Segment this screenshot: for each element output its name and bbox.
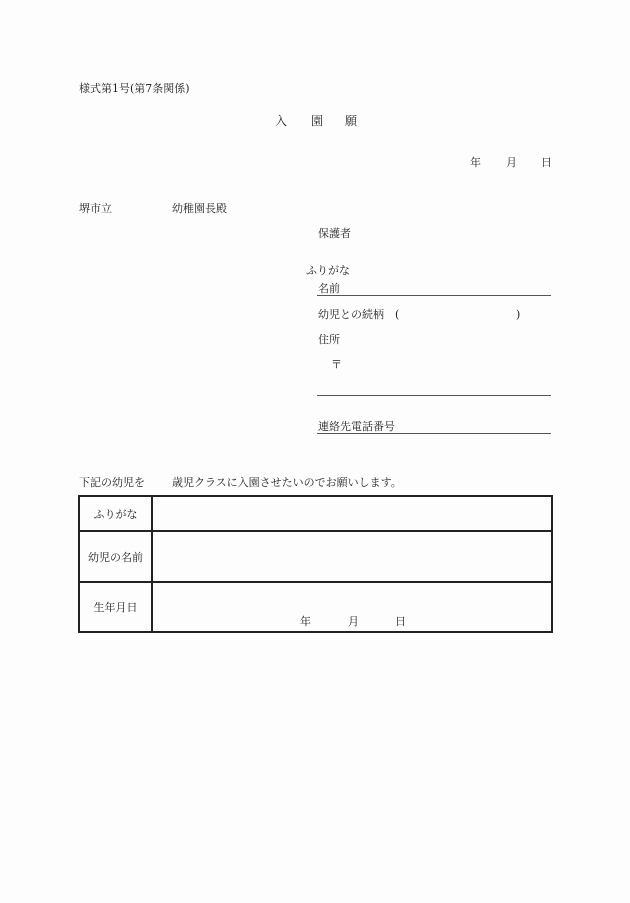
relationship-open-paren: ( (395, 308, 400, 321)
postal-mark: 〒 (331, 358, 342, 371)
table-row-dob (79, 582, 552, 632)
date-year-label: 年 (470, 156, 481, 169)
title-char-2: 園 (311, 114, 324, 128)
phone-field[interactable] (317, 433, 551, 434)
child-dob-field[interactable] (152, 582, 552, 632)
address-label: 住所 (318, 333, 340, 346)
dob-day-label: 日 (395, 615, 406, 628)
child-info-table (78, 495, 553, 633)
guardian-label: 保護者 (318, 227, 351, 240)
relationship-label: 幼児との続柄 (318, 308, 384, 321)
guardian-furigana-label[interactable]: ふりがな (306, 264, 350, 277)
child-name-label: 幼児の名前 (79, 531, 152, 582)
table-row-furigana (79, 496, 552, 531)
guardian-name-field[interactable] (317, 295, 551, 296)
relationship-close-paren: ) (516, 308, 521, 321)
child-furigana-field[interactable] (152, 496, 552, 531)
guardian-name-label: 名前 (318, 282, 340, 295)
date-day-label: 日 (541, 156, 552, 169)
class-age-field[interactable] (152, 474, 170, 490)
form-number: 様式第1号(第7条関係) (79, 82, 190, 95)
date-month-label: 月 (506, 156, 517, 169)
relationship-field[interactable] (403, 306, 513, 322)
table-row-name (79, 531, 552, 582)
child-furigana-label: ふりがな (79, 496, 152, 531)
phone-label: 連絡先電話番号 (318, 420, 395, 433)
dob-year-label: 年 (300, 615, 311, 628)
child-name-field[interactable] (152, 531, 552, 582)
address-field[interactable] (317, 395, 551, 396)
request-suffix: 歳児クラスに入園させたいのでお願いします。 (172, 476, 402, 489)
child-dob-label: 生年月日 (79, 582, 152, 632)
addressee-principal: 幼稚園長殿 (172, 202, 227, 215)
dob-month-label: 月 (348, 615, 359, 628)
title-char-1: 入 (275, 114, 288, 128)
addressee-city: 堺市立 (79, 202, 112, 215)
request-prefix: 下記の幼児を (79, 476, 145, 489)
title-char-3: 願 (345, 114, 358, 128)
